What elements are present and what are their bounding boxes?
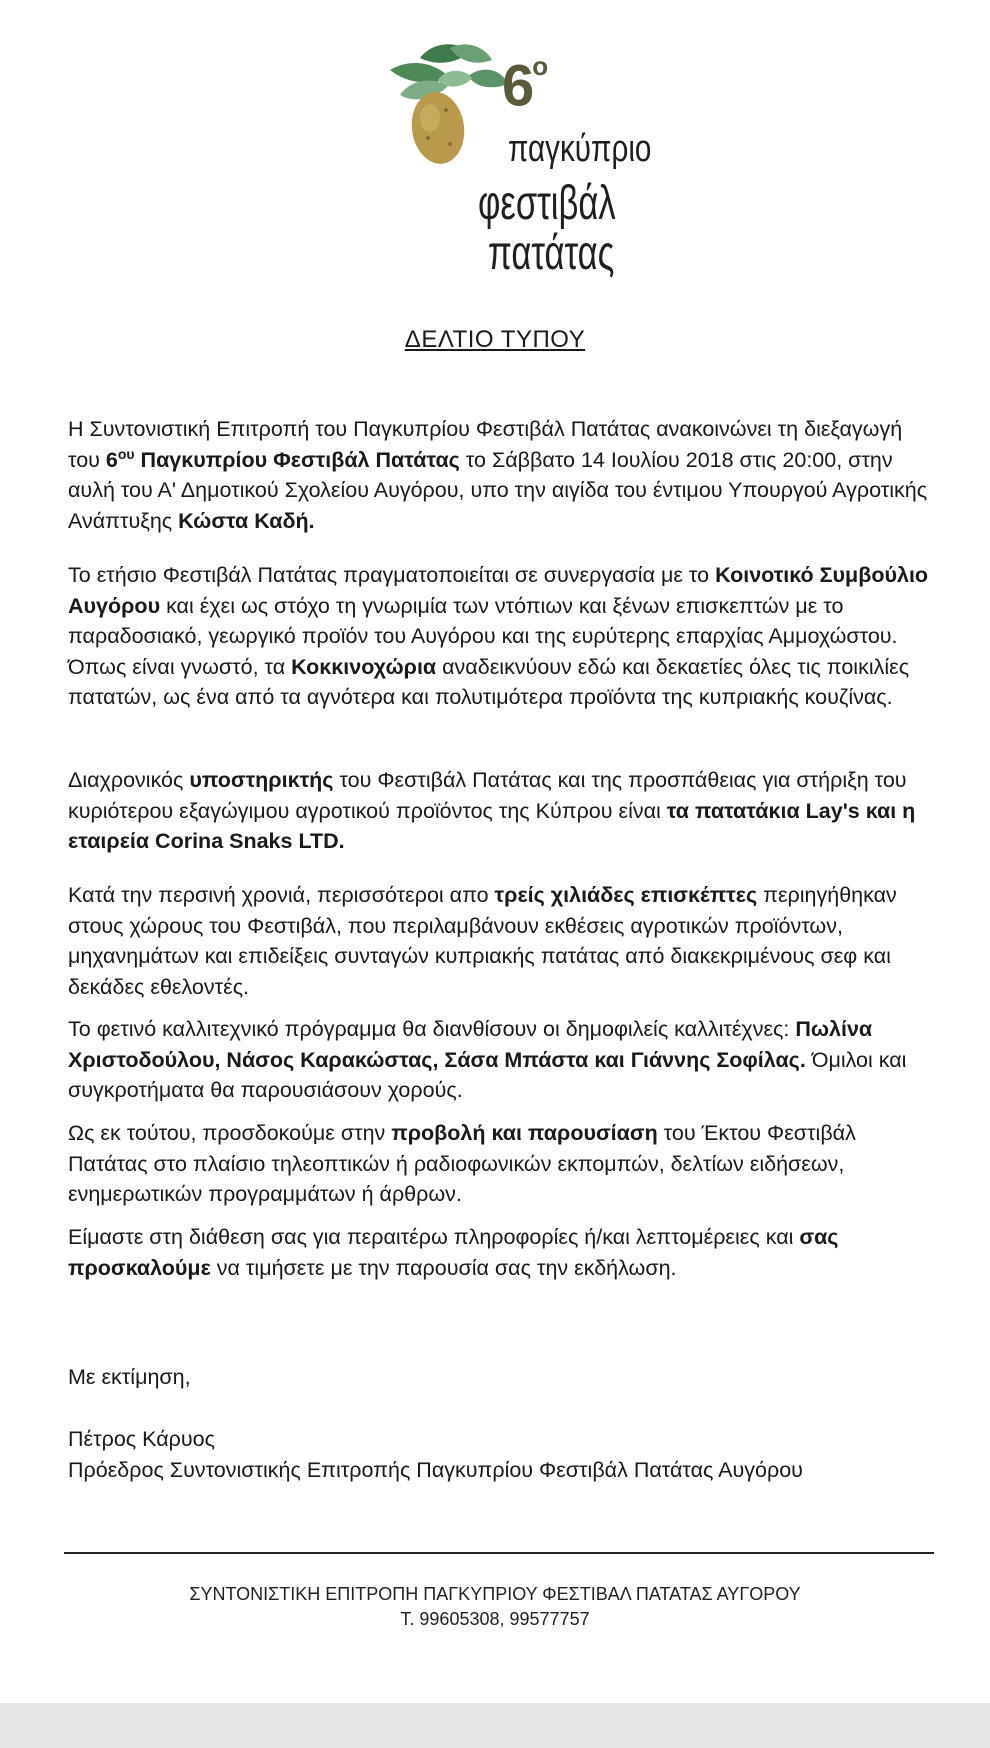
logo-line-3: πατάτας (488, 227, 615, 280)
footer-organization: ΣΥΝΤΟΝΙΣΤΙΚΗ ΕΠΙΤΡΟΠΗ ΠΑΓΚΥΠΡΙΟΥ ΦΕΣΤΙΒΑΛ ΠΑΤΑΤΑΣ ΑΥΓΟΡΟΥ (189, 1584, 801, 1604)
paragraph-artists: Το φετινό καλλιτεχνικό πρόγραμμα θα διανθίσουν οι δημοφιλείς καλλιτέχνες: Πωλίνα Χριστοδούλου, Νάσος Καρακώστας, Σάσα Μπάστα και Γιάννης Σοφίλας. Όμιλοι και συγκροτήματα θα παρουσιάσουν χορούς. (68, 1017, 907, 1102)
logo-number: $6^o$ (502, 51, 547, 119)
footer-divider (64, 1552, 934, 1554)
bottom-band (0, 1703, 990, 1748)
logo-line-1: παγκύπριο (508, 128, 652, 170)
page-title: ΔΕΛΤΙΟ ΤΥΠΟΥ (404, 326, 586, 353)
paragraph-announcement: Η Συντονιστική Επιτροπή του Παγκυπρίου Φεστιβάλ Πατάτας ανακοινώνει τη διεξαγωγή του $6^{o\upsilon}$ Παγκυπρίου Φεστιβάλ Πατάτας το Σάββατο 14 Ιουλίου 2018 στις 20:00, στην αυλή του Α' Δημοτικού Σχολείου Αυγόρου, υπο την αιγίδα του έντιμου Υπουργού Αγροτικής Ανάπτυξης Κώστα Καδή. (68, 417, 928, 533)
signature-block (68, 1424, 938, 1485)
paragraph-invitation: Είμαστε στη διάθεση σας για περαιτέρω πληροφορίες ή/και λεπτομέρειες και σας προσκαλούμε να τιμήσετε με την παρουσία σας την εκδήλωση. (68, 1225, 839, 1280)
paragraph-visitors: Κατά την περσινή χρονιά, περισσότεροι απο τρείς χιλιάδες επισκέπτες περιηγήθηκαν στους χώρους του Φεστιβάλ, που περιλαμβάνουν εκθέσεις αγροτικών προϊόντων, μηχανημάτων και επιδείξεις συνταγών κυπριακής πατάτας από διακεκριμένους σεφ και δεκάδες εθελοντές. (68, 883, 897, 999)
paragraph-collaboration: Το ετήσιο Φεστιβάλ Πατάτας πραγματοποιείται σε συνεργασία με το Κοινοτικό Συμβούλιο Αυγόρου και έχει ως στόχο τη γνωριμία των ντόπιων και ξένων επισκεπτών με το παραδοσιακό, γεωργικό προϊόν του Αυγόρου και της ευρύτερης επαρχίας Αμμοχώστου. Όπως είναι γνωστό, τα Κοκκινοχώρια αναδεικνύουν εδώ και δεκαετίες όλες τις ποικιλίες πατατών, ως ένα από τα αγνότερα και πολυτιμότερα προϊόντα της κυπριακής κουζίνας. (68, 563, 929, 709)
signature-role: Πρόεδρος Συντονιστικής Επιτροπής Παγκυπρίου Φεστιβάλ Πατάτας Αυγόρου (68, 1457, 803, 1482)
paragraph-media: Ως εκ τούτου, προσδοκούμε στην προβολή και παρουσίαση του Έκτου Φεστιβάλ Πατάτας στο πλαίσιο τηλεοπτικών ή ραδιοφωνικών εκπομπών, δελτίων ειδήσεων, ενημερωτικών προγραμμάτων ή άρθρων. (68, 1121, 856, 1206)
logo-line-2: φεστιβάλ (478, 177, 616, 230)
greeting: Με εκτίμηση, (68, 1365, 191, 1389)
festival-logo (380, 40, 652, 280)
logo-number-suffix: ο (532, 51, 547, 81)
footer-phone: Τ. 99605308, 99577757 (400, 1609, 590, 1629)
signature-name: Πέτρος Κάρυος (68, 1427, 215, 1451)
paragraph-sponsor: Διαχρονικός υποστηρικτής του Φεστιβάλ Πατάτας και της προσπάθειας για στήριξη του κυριότερου εξαγώγιμου αγροτικού προϊόντος της Κύπρου είναι τα πατατάκια Lay's και η εταιρεία Corina Snaks LTD. (68, 768, 916, 853)
